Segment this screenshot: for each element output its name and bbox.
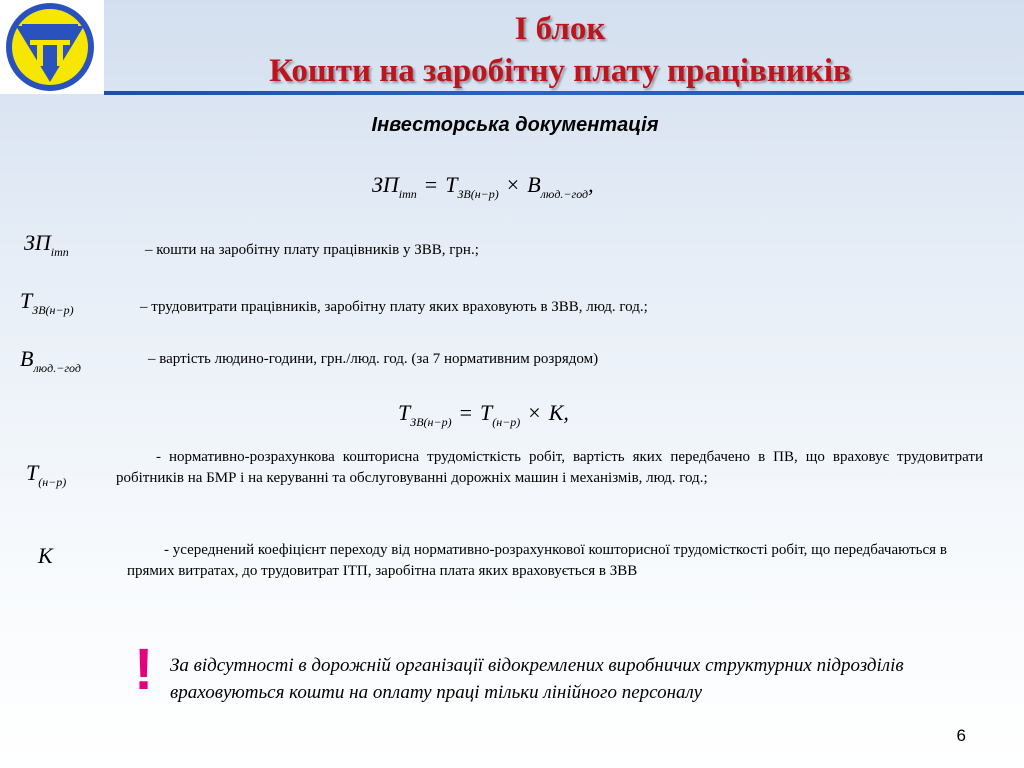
def-text-t-nr: - нормативно-розрахункова кошторисна трудомісткість робіт, вартість яких передбачено в ПВ, що враховує трудовитрати робітників на БМР і на керуванні та обслуговуванні дорожніх машин і механізмів, люд. год.; — [116, 449, 983, 486]
formula-lhs-sub: ітп — [398, 187, 417, 201]
logo — [0, 0, 104, 94]
def-text-k: - усереднений коефіцієнт переходу від нормативно-розрахункової кошторисної трудомісткості робіт, що передбачаються в прямих витратах, до трудовитрат ІТП, заробітна плата яких враховується в ЗВВ — [127, 542, 947, 579]
exclamation-icon: ! — [134, 637, 154, 702]
note-text: За відсутності в дорожній організації відокремлених виробничих структурних підрозділів враховуються кошти на оплату праці тільки лінійного персоналу — [170, 655, 904, 703]
slide-subtitle: Інвесторська документація — [371, 114, 659, 136]
def-text-zp: – кошти на заробітну плату працівників у ЗВВ, грн.; — [145, 242, 479, 258]
formula-secondary: $T_{ЗВ(н-р)} = T_{(н-р)} \times K$, — [398, 400, 569, 429]
formula-b-sub: люд.−год — [540, 187, 589, 201]
formula-t: T — [445, 172, 458, 197]
def-text-b: – вартість людино-години, грн./люд. год. (за 7 нормативним розрядом) — [148, 351, 599, 367]
formula-times: × — [506, 172, 520, 197]
def-symbol-zp: $ЗП_{ітп}$ — [24, 230, 69, 259]
slide-title-line2: Кошти на заробітну плату працівників — [269, 53, 851, 89]
def-symbol-b: $B_{люд.-год}$ — [20, 346, 81, 375]
slide-title-line1: І блок — [514, 11, 606, 47]
formula-t-sub: ЗВ(н−р) — [457, 187, 499, 201]
formula-eq: = — [424, 172, 438, 197]
def-text-t-zv: – трудовитрати працівників, заробітну плату яких враховують в ЗВВ, люд. год.; — [140, 299, 648, 315]
road-logo-icon — [0, 0, 104, 94]
def-symbol-k: K — [38, 543, 53, 568]
header-divider — [104, 91, 1024, 95]
def-symbol-t-nr: $T_{(н-р)}$ — [26, 460, 67, 489]
formula-lhs: ЗП — [372, 172, 399, 197]
page-number: 6 — [956, 726, 966, 745]
formula-main — [372, 172, 594, 201]
formula-b: B — [527, 172, 541, 197]
formula-tail: , — [588, 172, 594, 197]
def-symbol-t-zv: $T_{ЗВ(н-р)}$ — [20, 288, 74, 317]
